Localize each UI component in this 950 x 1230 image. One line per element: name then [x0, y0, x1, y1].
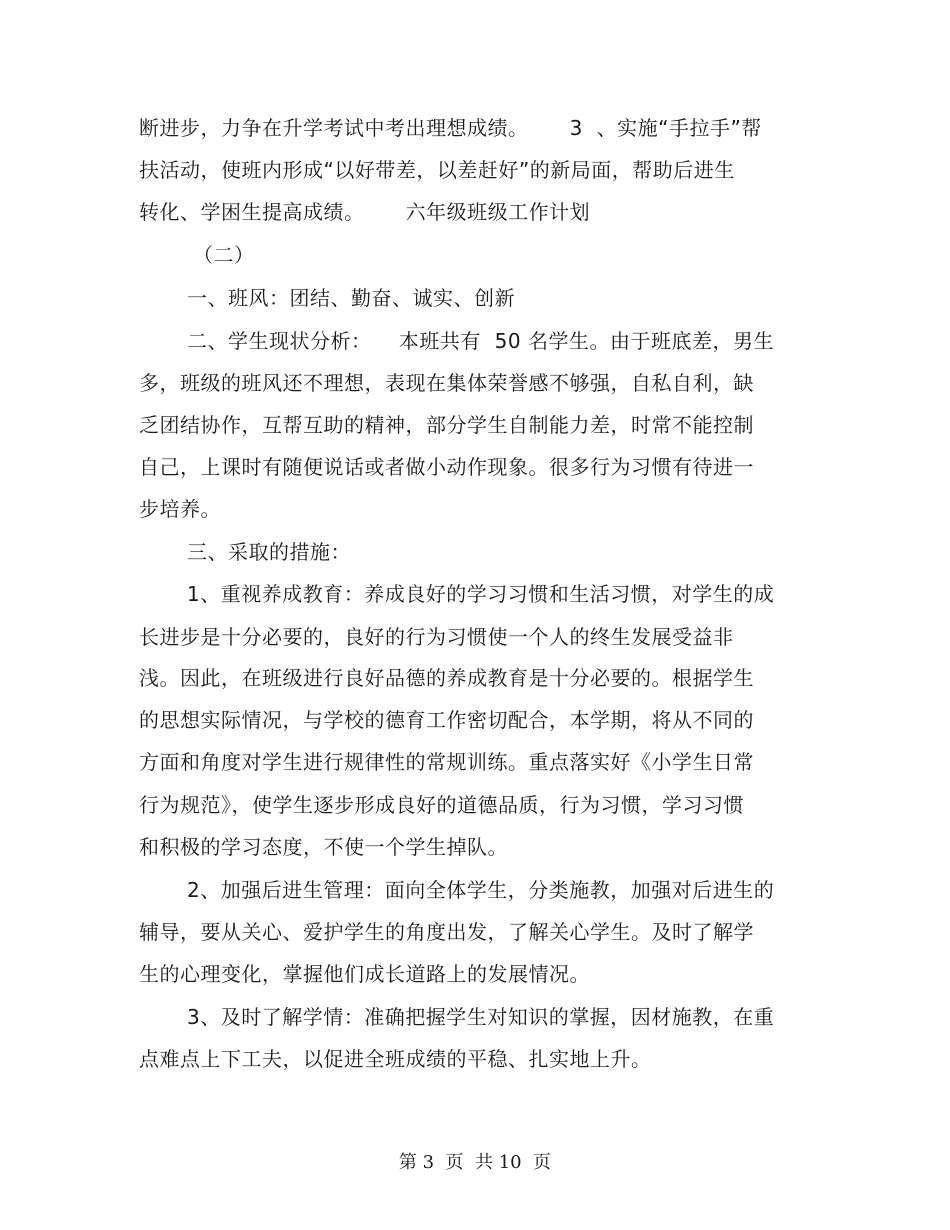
text-line: 二、学生现状分析： 本班共有 50 名学生。由于班底差，男生: [187, 329, 774, 353]
text-line: 步培养。: [139, 497, 221, 521]
page-number: 第 3 页 共 10 页: [398, 1152, 552, 1173]
text-line: 方面和角度对学生进行规律性的常规训练。重点落实好《小学生日常: [139, 750, 754, 774]
text-line: 浅。因此，在班级进行良好品德的养成教育是十分必要的。根据学生: [139, 666, 754, 690]
text-line: 断进步，力争在升学考试中考出理想成绩。 3 、实施“手拉手”帮: [139, 116, 762, 140]
section-subtitle: （二）: [193, 243, 255, 267]
text-line: 点难点上下工夫，以促进全班成绩的平稳、扎实地上升。: [139, 1047, 652, 1071]
text-line: 2、加强后进生管理：面向全体学生，分类施教，加强对后进生的: [187, 878, 775, 902]
text-line: 3、及时了解学情：准确把握学生对知识的掌握，因材施教，在重: [187, 1005, 775, 1029]
text-line: 的思想实际情况，与学校的德育工作密切配合，本学期，将从不同的: [139, 708, 754, 732]
section-heading: 三、采取的措施：: [187, 540, 351, 564]
text-line: 转化、学困生提高成绩。 六年级班级工作计划: [139, 200, 591, 224]
section-heading: 一、班风：团结、勤奋、诚实、创新: [187, 286, 515, 310]
text-line: 长进步是十分必要的，良好的行为习惯使一个人的终生发展受益非: [139, 625, 734, 649]
text-line: 乏团结协作，互帮互助的精神，部分学生自制能力差，时常不能控制: [139, 413, 754, 437]
text-line: 辅导，要从关心、爱护学生的角度出发，了解关心学生。及时了解学: [139, 920, 754, 944]
text-line: 行为规范》，使学生逐步形成良好的道德品质，行为习惯，学习习惯: [139, 793, 744, 817]
text-line: 和积极的学习态度，不使一个学生掉队。: [139, 835, 508, 859]
text-line: 1、重视养成教育：养成良好的学习习惯和生活习惯，对学生的成: [187, 582, 775, 606]
text-line: 扶活动，使班内形成“以好带差，以差赶好”的新局面，帮助后进生: [139, 158, 735, 182]
text-line: 自己，上课时有随便说话或者做小动作现象。很多行为习惯有待进一: [139, 455, 754, 479]
text-line: 生的心理变化，掌握他们成长道路上的发展情况。: [139, 962, 590, 986]
text-line: 多，班级的班风还不理想，表现在集体荣誉感不够强，自私自利，缺: [139, 371, 754, 395]
